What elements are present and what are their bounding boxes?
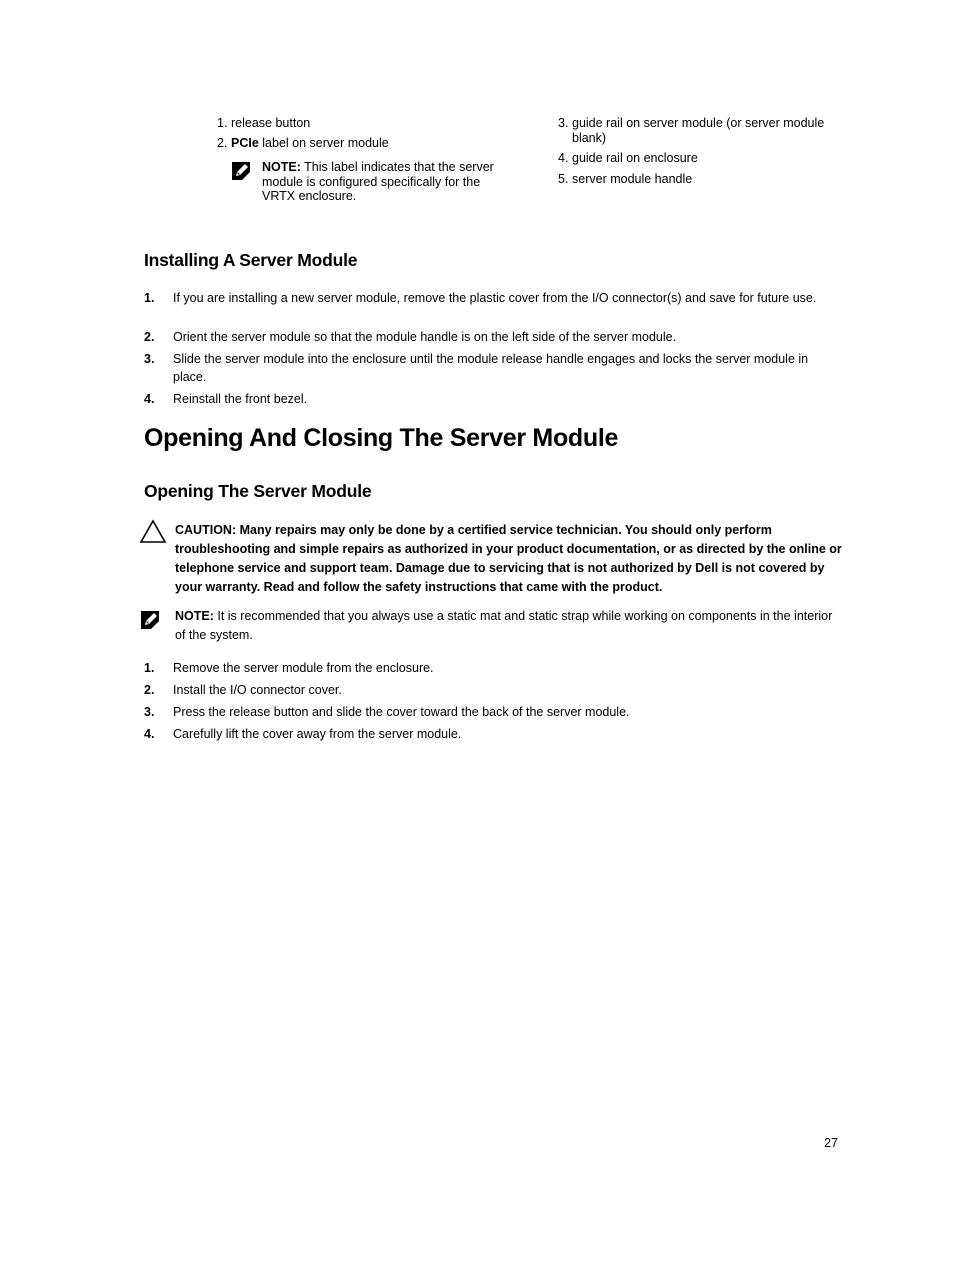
legend-item-number: 4.: [558, 151, 569, 165]
note-text: It is recommended that you always use a static mat and static strap while working on components in the interior of the system.: [175, 609, 833, 642]
note-block: [175, 607, 843, 645]
caution-triangle-icon: [139, 519, 167, 544]
step-text: Install the I/O connector cover.: [173, 683, 342, 697]
legend-item-number: 3.: [558, 116, 569, 130]
legend-item-text: server module handle: [572, 172, 693, 186]
step-number: 2.: [144, 683, 155, 697]
step-number: 4.: [144, 392, 155, 406]
section-heading-installing: Installing A Server Module: [144, 250, 358, 270]
section-heading-opening: Opening The Server Module: [144, 481, 372, 501]
step-text: Reinstall the front bezel.: [173, 392, 308, 406]
pcie-label: PCIe: [231, 136, 259, 150]
step-text: Remove the server module from the enclosure.: [173, 661, 434, 675]
step-number: 2.: [144, 330, 155, 344]
legend-item-number: 5.: [558, 172, 569, 186]
note-label: NOTE:: [262, 160, 301, 174]
step-number: 4.: [144, 727, 155, 741]
legend-item-text: [231, 136, 389, 151]
legend-item-number: 2.: [217, 136, 228, 150]
legend-item-text: guide rail on enclosure: [572, 151, 698, 165]
note-text: This label indicates that the server module is configured specifically for the VRTX enclosure.: [262, 160, 494, 203]
step-text: If you are installing a new server module, remove the plastic cover from the I/O connector(s) and save for future use.: [173, 291, 817, 305]
legend-item-suffix: label on server module: [258, 136, 389, 150]
page-number: 27: [824, 1136, 838, 1150]
step-text: Orient the server module so that the module handle is on the left side of the server module.: [173, 330, 677, 344]
legend-item-text: release button: [231, 116, 311, 130]
pencil-note-icon: [139, 609, 161, 631]
step-text: Press the release button and slide the cover toward the back of the server module.: [173, 705, 630, 719]
note-label: NOTE:: [175, 609, 214, 623]
caution-text: CAUTION: Many repairs may only be done by a certified service technician. You should only perform troubleshooting and simple repairs as authorized in your product documentation, or as directed by the online or telephone service and support team. Damage due to servicing that is not authorized by Dell is not covered by your warranty. Read and follow the safety instructions that came with the product.: [175, 523, 842, 594]
pencil-note-icon: [230, 160, 252, 182]
legend-note: [262, 160, 507, 204]
chapter-heading: Opening And Closing The Server Module: [144, 424, 619, 452]
step-text: Carefully lift the cover away from the server module.: [173, 727, 462, 741]
legend-item-number: 1.: [217, 116, 228, 130]
legend-item-text: guide rail on server module (or server module blank): [572, 116, 825, 145]
step-number: 3.: [144, 705, 155, 719]
step-text: Slide the server module into the enclosure until the module release handle engages and locks the server module in place.: [173, 352, 809, 384]
step-number: 1.: [144, 291, 155, 305]
step-number: 3.: [144, 352, 155, 366]
step-number: 1.: [144, 661, 155, 675]
